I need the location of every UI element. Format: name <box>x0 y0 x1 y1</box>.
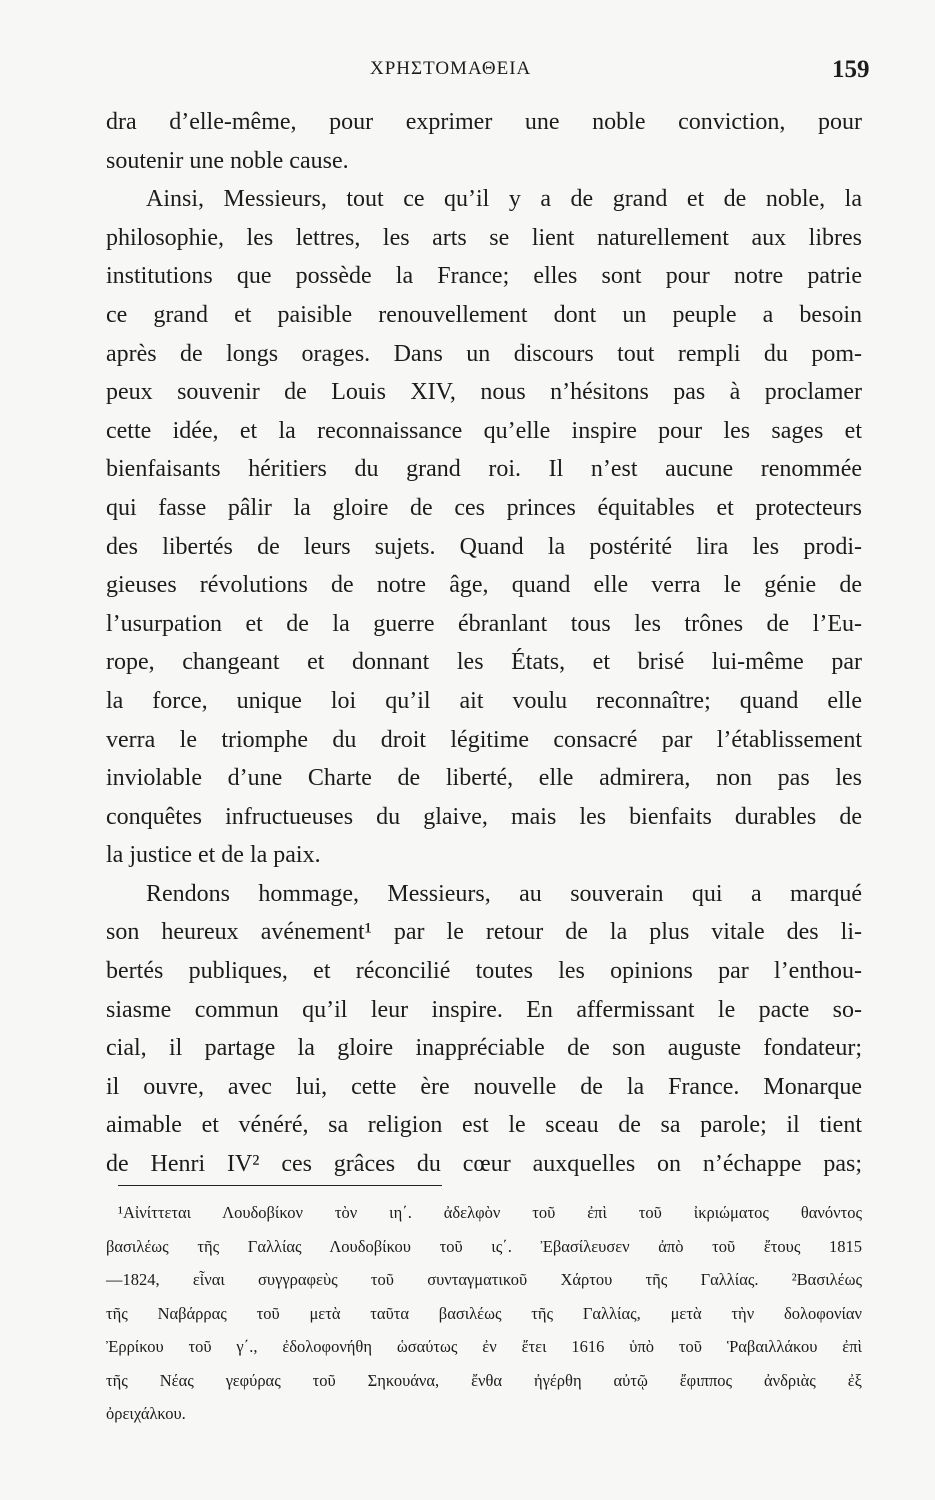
footnote-line: ὀρειχάλκου. <box>106 1404 186 1423</box>
footnote-line: —1824, εἶναι συγγραφεὺς τοῦ συνταγματικοῦ Χάρτου τῆς Γαλλίας. ²Βασιλέως <box>106 1270 862 1289</box>
text-line: la force, unique loi qu’il ait voulu reconnaître; quand elle <box>106 687 862 714</box>
text-line: rope, changeant et donnant les États, et brisé lui-même par <box>106 649 862 676</box>
running-title: ΧΡΗΣΤΟΜΑΘΕΙΑ <box>370 58 532 79</box>
text-line: cette idée, et la reconnaissance qu’elle inspire pour les sages et <box>106 417 862 444</box>
text-line: inviolable d’une Charte de liberté, elle admirera, non pas les <box>106 765 862 792</box>
text-line: cial, il partage la gloire inappréciable de son auguste fondateur; <box>106 1035 862 1062</box>
footnote-line: Ἐρρίκου τοῦ γ΄., ἐδολοφονήθη ὡσαύτως ἐν ἔτει 1616 ὑπὸ τοῦ Ῥαβαιλλάκου ἐπὶ <box>106 1337 862 1356</box>
page-number: 159 <box>832 56 870 83</box>
text-line: il ouvre, avec lui, cette ère nouvelle de la France. Monarque <box>106 1073 862 1100</box>
text-line: de Henri IV² ces grâces du cœur auxquelles on n’échappe pas; <box>106 1151 862 1178</box>
text-line: qui fasse pâlir la gloire de ces princes équitables et protecteurs <box>106 494 862 521</box>
text-line: Rendons hommage, Messieurs, au souverain qui a marqué <box>146 880 862 907</box>
text-line: l’usurpation et de la guerre ébranlant tous les trônes de l’Eu- <box>106 610 862 637</box>
footnote-line: τῆς Νέας γεφύρας τοῦ Σηκουάνα, ἔνθα ἠγέρθη αὐτῷ ἔφιππος ἀνδριὰς ἐξ <box>106 1370 862 1390</box>
footnote-line: ¹Αἰνίττεται Λουδοβίκον τὸν ιη΄. ἀδελφὸν τοῦ ἐπὶ τοῦ ἰκριώματος θανόντος <box>118 1203 862 1222</box>
text-line: verra le triomphe du droit légitime consacré par l’établissement <box>106 726 862 753</box>
body-text <box>106 103 862 1184</box>
footnotes <box>106 1196 862 1431</box>
text-line: gieuses révolutions de notre âge, quand elle verra le génie de <box>106 572 862 599</box>
text-line: des libertés de leurs sujets. Quand la postérité lira les prodi- <box>106 533 862 560</box>
text-line: son heureux avénement¹ par le retour de la plus vitale des li- <box>106 919 862 946</box>
text-line: conquêtes infructueuses du glaive, mais les bienfaits durables de <box>106 803 862 830</box>
running-head <box>0 58 935 88</box>
footnote-line: τῆς Ναβάρρας τοῦ μετὰ ταῦτα βασιλέως τῆς Γαλλίας, μετὰ τὴν δολοφονίαν <box>106 1303 862 1323</box>
footnote-line: βασιλέως τῆς Γαλλίας Λουδοβίκου τοῦ ις΄. Ἐβασίλευσεν ἀπὸ τοῦ ἔτους 1815 <box>106 1236 862 1256</box>
text-line: soutenir une noble cause. <box>106 147 349 174</box>
text-line: philosophie, les lettres, les arts se lient naturellement aux libres <box>106 224 862 251</box>
text-line: bienfaisants héritiers du grand roi. Il n’est aucune renommée <box>106 456 862 483</box>
text-line: siasme commun qu’il leur inspire. En affermissant le pacte so- <box>106 996 862 1023</box>
text-line: bertés publiques, et réconcilié toutes les opinions par l’enthou- <box>106 958 862 985</box>
text-line: la justice et de la paix. <box>106 842 321 869</box>
text-line: après de longs orages. Dans un discours tout rempli du pom- <box>106 340 862 367</box>
text-line: peux souvenir de Louis XIV, nous n’hésitons pas à proclamer <box>106 379 862 406</box>
text-line: institutions que possède la France; elles sont pour notre patrie <box>106 263 862 290</box>
footnote-divider <box>118 1185 442 1186</box>
text-line: aimable et vénéré, sa religion est le sceau de sa parole; il tient <box>106 1112 862 1139</box>
text-line: Ainsi, Messieurs, tout ce qu’il y a de grand et de noble, la <box>146 186 862 213</box>
text-line: dra d’elle-même, pour exprimer une noble conviction, pour <box>106 109 862 135</box>
text-line: ce grand et paisible renouvellement dont un peuple a besoin <box>106 301 862 328</box>
